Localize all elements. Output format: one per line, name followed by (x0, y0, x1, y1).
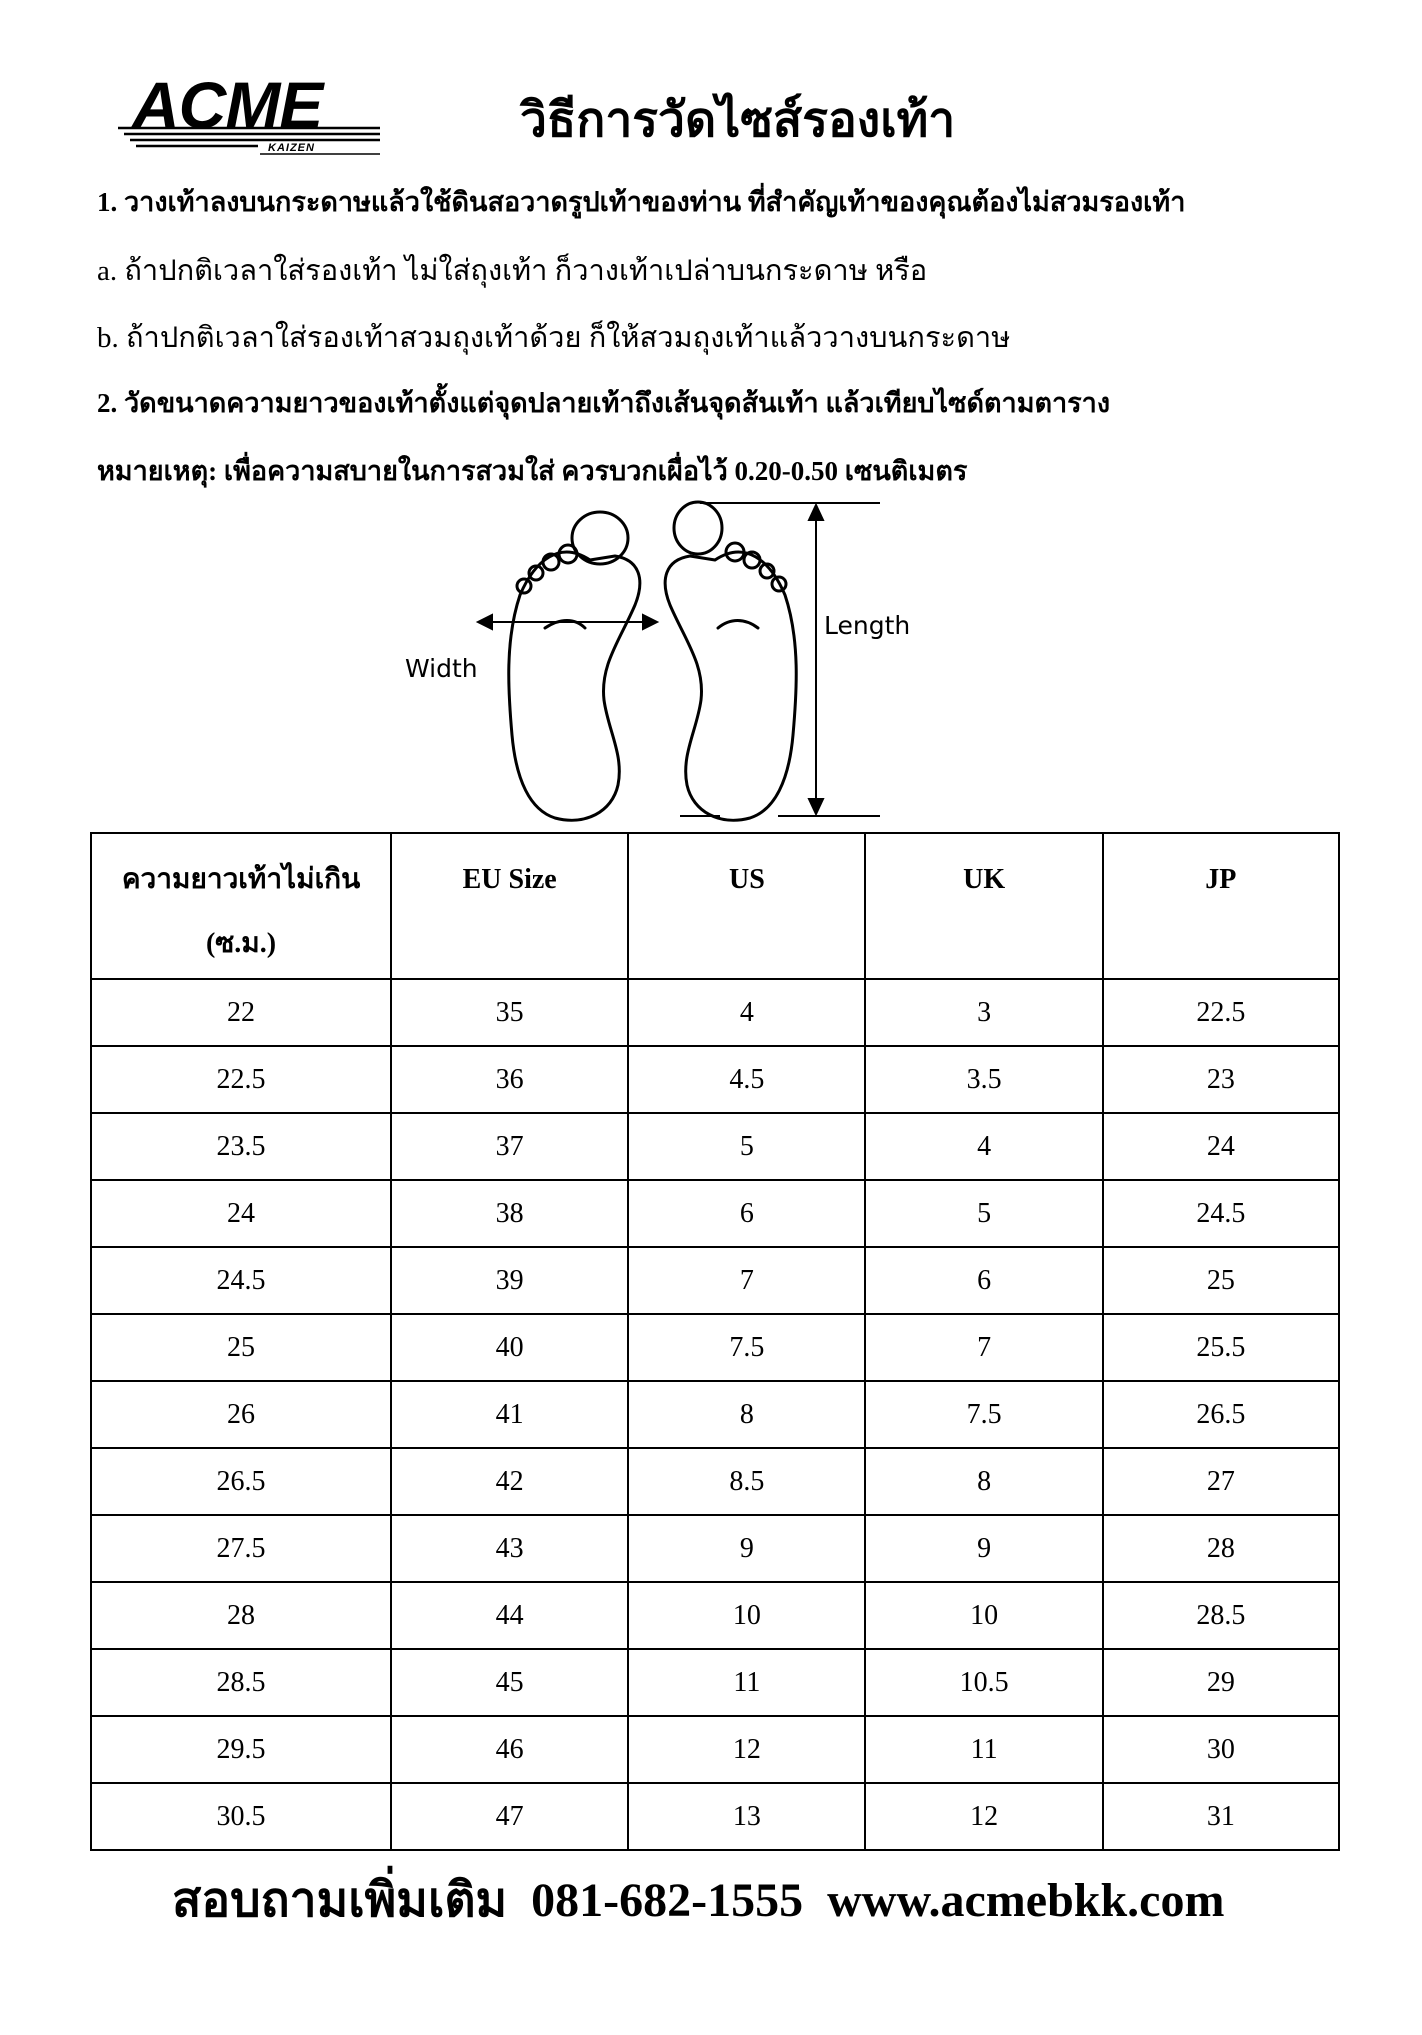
cell-uk: 10.5 (865, 1649, 1102, 1716)
table-row (91, 979, 1339, 1046)
left-foot-icon (509, 512, 640, 820)
cell-uk: 11 (865, 1716, 1102, 1783)
cell-jp: 23 (1103, 1046, 1339, 1113)
cell-us: 7 (628, 1247, 865, 1314)
cell-cm: 24.5 (91, 1247, 391, 1314)
table-row (91, 1314, 1339, 1381)
cell-cm: 26.5 (91, 1448, 391, 1515)
cell-eu: 38 (391, 1180, 628, 1247)
cell-uk: 5 (865, 1180, 1102, 1247)
table-row (91, 1582, 1339, 1649)
logo-subtitle: KAIZEN (268, 142, 315, 154)
header-length-line2: (ซ.ม.) (205, 928, 277, 959)
instruction-step-1b: b. ถ้าปกติเวลาใส่รองเท้าสวมถุงเท้าด้วย ก็ให้สวมถุงเท้าแล้ววางบนกระดาษ (97, 322, 1011, 354)
table-row (91, 1716, 1339, 1783)
cell-us: 5 (628, 1113, 865, 1180)
cell-eu: 35 (391, 979, 628, 1046)
logo-wordmark: ACME (132, 68, 323, 142)
cell-jp: 24.5 (1103, 1180, 1339, 1247)
cell-us: 4 (628, 979, 865, 1046)
table-row (91, 1381, 1339, 1448)
cell-cm: 25 (91, 1314, 391, 1381)
size-chart-table (90, 832, 1340, 1851)
cell-eu: 45 (391, 1649, 628, 1716)
cell-eu: 40 (391, 1314, 628, 1381)
header-jp: JP (1103, 833, 1339, 979)
cell-uk: 9 (865, 1515, 1102, 1582)
cell-cm: 28 (91, 1582, 391, 1649)
cell-jp: 22.5 (1103, 979, 1339, 1046)
cell-us: 12 (628, 1716, 865, 1783)
cell-uk: 10 (865, 1582, 1102, 1649)
cell-eu: 37 (391, 1113, 628, 1180)
cell-jp: 27 (1103, 1448, 1339, 1515)
cell-cm: 28.5 (91, 1649, 391, 1716)
page-title: วิธีการวัดไซส์รองเท้า (520, 94, 956, 147)
cell-jp: 30 (1103, 1716, 1339, 1783)
cell-cm: 29.5 (91, 1716, 391, 1783)
cell-uk: 7 (865, 1314, 1102, 1381)
cell-eu: 36 (391, 1046, 628, 1113)
cell-eu: 43 (391, 1515, 628, 1582)
contact-phone[interactable]: 081-682-1555 (531, 1874, 804, 1927)
cell-jp: 25.5 (1103, 1314, 1339, 1381)
length-label: Length (824, 611, 911, 640)
header-eu-size: EU Size (391, 833, 628, 979)
cell-us: 10 (628, 1582, 865, 1649)
cell-eu: 46 (391, 1716, 628, 1783)
cell-eu: 39 (391, 1247, 628, 1314)
right-foot-icon (665, 502, 796, 820)
cell-eu: 42 (391, 1448, 628, 1515)
cell-us: 11 (628, 1649, 865, 1716)
table-row (91, 1649, 1339, 1716)
cell-us: 13 (628, 1783, 865, 1850)
cell-uk: 7.5 (865, 1381, 1102, 1448)
cell-cm: 22 (91, 979, 391, 1046)
cell-cm: 22.5 (91, 1046, 391, 1113)
contact-footer (172, 1862, 1248, 1938)
table-header-row (91, 833, 1339, 979)
header-us: US (628, 833, 865, 979)
cell-jp: 25 (1103, 1247, 1339, 1314)
foot-measurement-diagram (0, 0, 1422, 830)
cell-jp: 26.5 (1103, 1381, 1339, 1448)
cell-uk: 8 (865, 1448, 1102, 1515)
cell-uk: 12 (865, 1783, 1102, 1850)
cell-us: 4.5 (628, 1046, 865, 1113)
header-length-cm (91, 833, 391, 979)
cell-eu: 44 (391, 1582, 628, 1649)
cell-jp: 29 (1103, 1649, 1339, 1716)
cell-uk: 4 (865, 1113, 1102, 1180)
table-row (91, 1113, 1339, 1180)
cell-us: 6 (628, 1180, 865, 1247)
cell-jp: 24 (1103, 1113, 1339, 1180)
cell-eu: 41 (391, 1381, 628, 1448)
header-uk: UK (865, 833, 1102, 979)
table-row (91, 1180, 1339, 1247)
cell-cm: 24 (91, 1180, 391, 1247)
instruction-step-1a: a. ถ้าปกติเวลาใส่รองเท้า ไม่ใส่ถุงเท้า ก็วางเท้าเปล่าบนกระดาษ หรือ (97, 255, 928, 287)
cell-cm: 27.5 (91, 1515, 391, 1582)
cell-us: 7.5 (628, 1314, 865, 1381)
cell-uk: 3 (865, 979, 1102, 1046)
cell-uk: 6 (865, 1247, 1102, 1314)
instruction-step-2: 2. วัดขนาดความยาวของเท้าตั้งแต่จุดปลายเท้าถึงเส้นจุดส้นเท้า แล้วเทียบไซด์ตามตาราง (97, 388, 1111, 418)
cell-uk: 3.5 (865, 1046, 1102, 1113)
cell-cm: 26 (91, 1381, 391, 1448)
cell-us: 9 (628, 1515, 865, 1582)
table-row (91, 1247, 1339, 1314)
instruction-step-1: 1. วางเท้าลงบนกระดาษแล้วใช้ดินสอวาดรูปเท้าของท่าน ที่สำคัญเท้าของคุณต้องไม่สวมรองเท้า (97, 187, 1186, 217)
cell-us: 8 (628, 1381, 865, 1448)
instruction-note: หมายเหตุ: เพื่อความสบายในการสวมใส่ ควรบวกเผื่อไว้ 0.20-0.50 เซนติเมตร (97, 456, 968, 486)
width-label: Width (405, 654, 478, 683)
cell-jp: 28 (1103, 1515, 1339, 1582)
cell-jp: 28.5 (1103, 1582, 1339, 1649)
cell-jp: 31 (1103, 1783, 1339, 1850)
contact-website[interactable]: www.acmebkk.com (827, 1874, 1225, 1927)
table-row (91, 1515, 1339, 1582)
header-length-line1: ความยาวเท้าไม่เกิน (121, 864, 361, 895)
table-row (91, 1046, 1339, 1113)
cell-eu: 47 (391, 1783, 628, 1850)
table-row (91, 1783, 1339, 1850)
contact-label: สอบถามเพิ่มเติม (172, 1874, 508, 1927)
cell-us: 8.5 (628, 1448, 865, 1515)
cell-cm: 30.5 (91, 1783, 391, 1850)
cell-cm: 23.5 (91, 1113, 391, 1180)
table-row (91, 1448, 1339, 1515)
